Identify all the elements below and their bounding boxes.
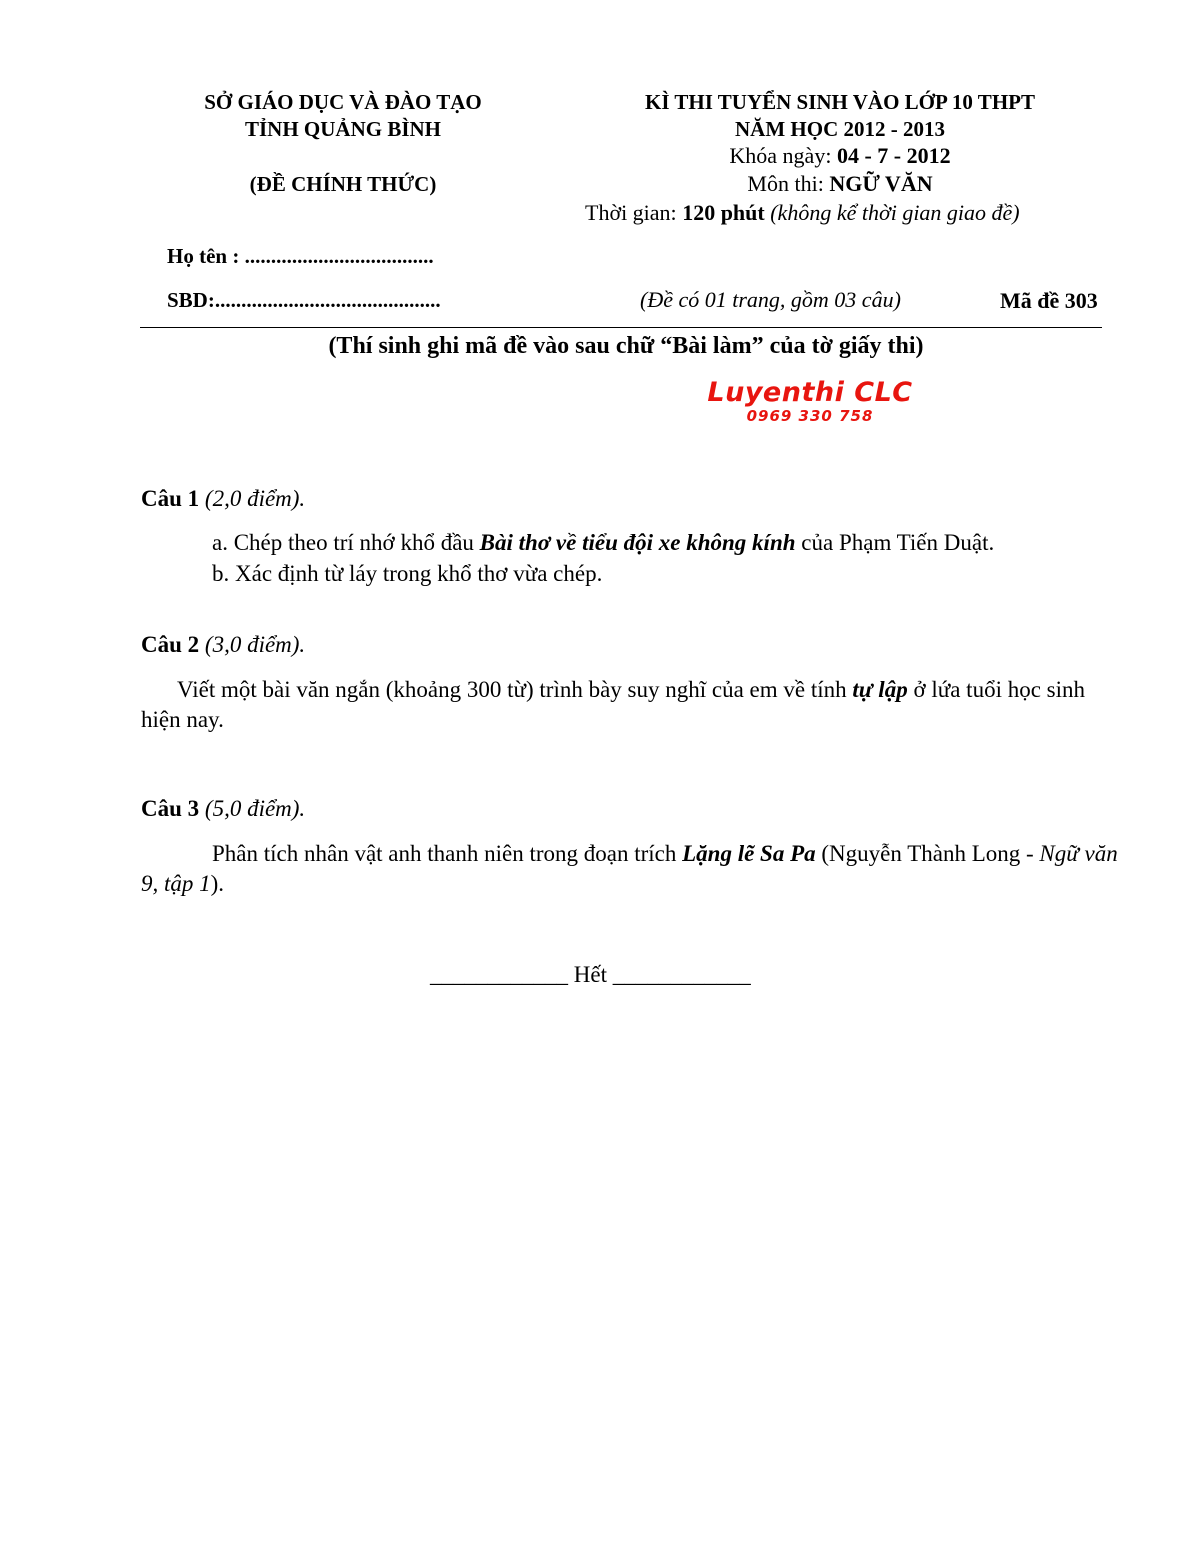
exam-page-note: (Đề có 01 trang, gồm 03 câu) [640, 287, 901, 312]
brand-phone: 0969 330 758 [746, 407, 874, 425]
exam-time [585, 200, 1020, 226]
question-2-label: Câu 2 [141, 632, 200, 657]
question-1-part-a-author: của Phạm Tiến Duật. [795, 530, 995, 555]
question-1-label: Câu 1 [141, 486, 200, 511]
exam-subject-label: Môn thi: [747, 171, 830, 196]
question-2-text-post: ở lứa tuổi học sinh hiện nay. [141, 677, 1086, 732]
question-3-heading [141, 794, 305, 824]
exam-date-label: Khóa ngày: [729, 143, 837, 168]
question-2-text-pre: Viết một bài văn ngắn (khoảng 300 từ) trình bày suy nghĩ của em về tính [177, 677, 853, 702]
exam-code: Mã đề 303 [1000, 288, 1098, 313]
end-marker [430, 960, 751, 990]
question-2-keyword: tự lập [852, 677, 908, 702]
question-3-text-mid: (Nguyễn Thành Long - [815, 841, 1040, 866]
instruction: (Thí sinh ghi mã đề vào sau chữ “Bài làm” của tờ giấy thi) [328, 333, 924, 359]
exam-date-value: 04 - 7 - 2012 [836, 143, 951, 168]
story-title: Lặng lẽ Sa Pa [682, 841, 816, 866]
question-1-part-a-text: a. Chép theo trí nhớ khổ đầu [212, 530, 480, 555]
header-divider [140, 327, 1102, 328]
student-name-field: Họ tên : .................................... [167, 244, 434, 268]
textbook-source: Ngữ văn 9, tập 1 [141, 841, 1118, 896]
question-3-text [141, 839, 1121, 899]
school-year: NĂM HỌC 2012 - 2013 [735, 117, 945, 141]
exam-date [560, 143, 1120, 169]
end-line-left: ____________ [430, 962, 568, 987]
end-line-right: ____________ [612, 962, 751, 987]
question-2-text [141, 675, 1103, 735]
brand-name: Luyenthi CLC [707, 377, 913, 408]
province-name: TỈNH QUẢNG BÌNH [244, 117, 442, 141]
exam-time-note: (không kể thời gian giao đề) [764, 200, 1020, 225]
question-1-points: (2,0 điểm). [199, 486, 306, 511]
exam-subject-value: NGỮ VĂN [829, 171, 933, 196]
department-name: SỞ GIÁO DỤC VÀ ĐÀO TẠO [204, 90, 482, 114]
exam-time-value: 120 phút [682, 200, 765, 225]
exam-subject [560, 171, 1120, 197]
exam-time-label: Thời gian: [585, 200, 683, 225]
question-1-heading [141, 484, 305, 514]
poem-title: Bài thơ về tiểu đội xe không kính [479, 530, 796, 555]
exam-title: KÌ THI TUYỂN SINH VÀO LỚP 10 THPT [645, 90, 1035, 114]
question-3-text-pre: Phân tích nhân vật anh thanh niên trong đoạn trích [212, 841, 683, 866]
question-1-part-a [212, 528, 994, 558]
student-sbd-field: SBD:........................................... [167, 288, 441, 312]
brand-logo [690, 378, 930, 424]
question-3-points: (5,0 điểm). [199, 796, 306, 821]
end-label: Hết [568, 962, 613, 987]
question-3-text-post: ). [210, 871, 225, 896]
question-2-heading [141, 630, 305, 660]
question-2-points: (3,0 điểm). [199, 632, 306, 657]
official-label: (ĐỀ CHÍNH THỨC) [249, 172, 437, 196]
question-3-label: Câu 3 [141, 796, 200, 821]
question-1-part-b: b. Xác định từ láy trong khổ thơ vừa chép. [212, 561, 603, 586]
